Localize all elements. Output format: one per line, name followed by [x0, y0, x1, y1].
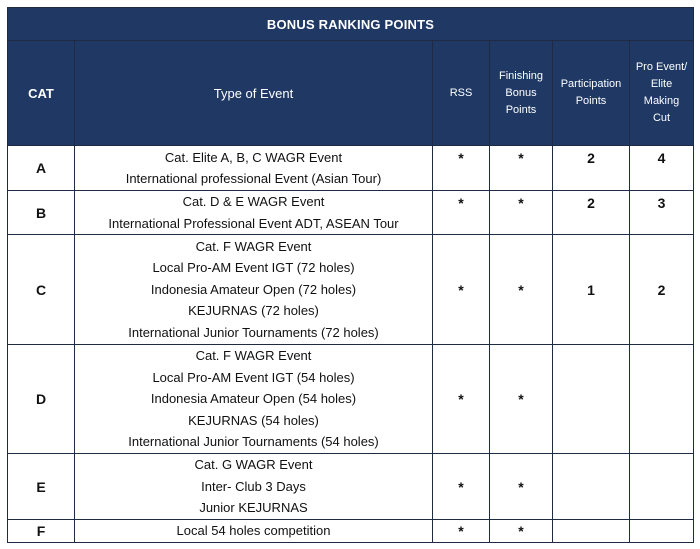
bonus-ranking-table-container: [7, 7, 694, 543]
event-line: Cat. G WAGR Event: [194, 457, 313, 473]
rss-cell: *: [433, 191, 490, 235]
header-row: [8, 41, 694, 146]
finishing-bonus-cell: *: [490, 345, 553, 454]
rss-cell: *: [433, 454, 490, 520]
pro-elite-cell: 3: [630, 191, 694, 235]
table-row: [8, 345, 694, 454]
header-participation-line: Points: [575, 95, 607, 107]
rss-cell: *: [433, 345, 490, 454]
event-line: Local 54 holes competition: [176, 523, 331, 538]
event-type-cell: [75, 146, 433, 191]
finishing-bonus-cell: *: [490, 235, 553, 345]
event-line: Indonesia Amateur Open (72 holes): [150, 281, 357, 297]
pro-elite-cell: [630, 454, 694, 520]
finishing-bonus-cell: *: [490, 454, 553, 520]
participation-points-cell: 1: [553, 235, 630, 345]
pro-elite-cell: 2: [630, 235, 694, 345]
bonus-ranking-table: [7, 7, 694, 543]
participation-points-cell: [553, 345, 630, 454]
participation-points-cell: 2: [553, 191, 630, 235]
header-finishing-line: Points: [505, 103, 537, 116]
header-pro-event-elite-making-cut: [630, 41, 694, 146]
event-line: Cat. F WAGR Event: [195, 348, 312, 364]
event-line: Local Pro-AM Event IGT (54 holes): [152, 369, 355, 385]
pro-elite-cell: 4: [630, 146, 694, 191]
event-line: Junior KEJURNAS: [199, 500, 308, 516]
header-finishing-bonus-points: [490, 41, 553, 146]
table-row: [8, 520, 694, 543]
event-line: Cat. Elite A, B, C WAGR Event: [164, 149, 343, 165]
event-line: Indonesia Amateur Open (54 holes): [150, 391, 357, 407]
event-type-cell: [75, 345, 433, 454]
category-cell: B: [8, 191, 75, 235]
header-pro-line: Elite: [650, 78, 673, 90]
event-line: International Professional Event ADT, ASEAN Tour: [108, 215, 399, 231]
table-row: [8, 454, 694, 520]
table-row: [8, 146, 694, 191]
header-type-of-event: Type of Event: [75, 41, 433, 146]
table-row: [8, 235, 694, 345]
event-line: International Junior Tournaments (54 holes): [128, 434, 379, 450]
event-type-cell: [75, 454, 433, 520]
title-row: [8, 8, 694, 41]
header-participation-line: Participation: [560, 78, 622, 90]
rss-cell: *: [433, 146, 490, 191]
header-finishing-line: Finishing: [498, 69, 544, 82]
event-type-cell: [75, 191, 433, 235]
pro-elite-cell: [630, 520, 694, 543]
event-line: KEJURNAS (54 holes): [188, 412, 319, 428]
table-row: [8, 191, 694, 235]
event-type-cell: [75, 235, 433, 345]
header-participation-points: [553, 41, 630, 146]
header-pro-line: Cut: [652, 112, 671, 124]
category-cell: A: [8, 146, 75, 191]
finishing-bonus-cell: *: [490, 146, 553, 191]
category-cell: C: [8, 235, 75, 345]
category-cell: D: [8, 345, 75, 454]
participation-points-cell: [553, 520, 630, 543]
event-type-cell: [75, 520, 433, 543]
event-line: International professional Event (Asian Tour): [125, 171, 382, 186]
header-rss: RSS: [433, 41, 490, 146]
event-line: International Junior Tournaments (72 holes): [128, 324, 379, 340]
header-pro-line: Pro Event/: [635, 61, 688, 73]
header-pro-line: Making: [643, 95, 680, 107]
header-cat: CAT: [8, 41, 75, 146]
event-line: Cat. D & E WAGR Event: [182, 194, 325, 209]
finishing-bonus-cell: *: [490, 520, 553, 543]
event-line: Local Pro-AM Event IGT (72 holes): [152, 260, 355, 276]
category-cell: E: [8, 454, 75, 520]
rss-cell: *: [433, 235, 490, 345]
header-finishing-line: Bonus: [505, 86, 537, 99]
event-line: KEJURNAS (72 holes): [188, 303, 319, 319]
event-line: Cat. F WAGR Event: [195, 238, 312, 254]
table-title: BONUS RANKING POINTS: [8, 8, 694, 41]
pro-elite-cell: [630, 345, 694, 454]
participation-points-cell: 2: [553, 146, 630, 191]
rss-cell: *: [433, 520, 490, 543]
finishing-bonus-cell: *: [490, 191, 553, 235]
category-cell: F: [8, 520, 75, 543]
event-line: Inter- Club 3 Days: [201, 478, 306, 494]
participation-points-cell: [553, 454, 630, 520]
